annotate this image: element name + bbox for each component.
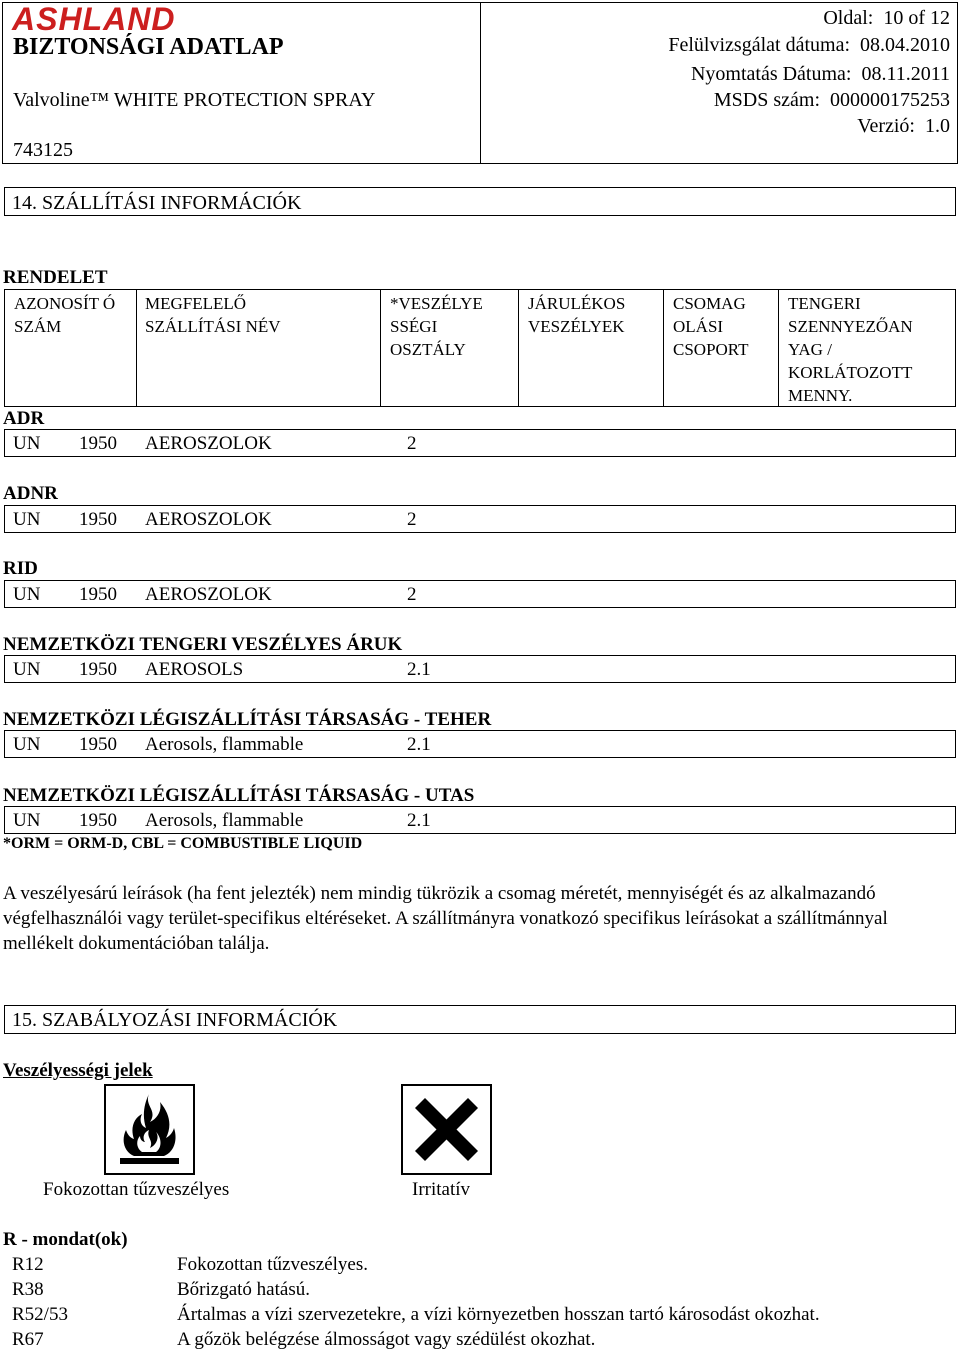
transport-row [4,429,956,457]
shipping-name: Aerosols, flammable [145,810,304,831]
hazard-symbols-heading: Veszélyességi jelek [3,1060,153,1081]
r-phrase-text: Fokozottan tűzveszélyes. [177,1254,369,1275]
un-number: 1950 [79,509,117,530]
msds-number: MSDS szám: 000000175253 [713,89,950,111]
section-15-title: 15. SZABÁLYOZÁSI INFORMÁCIÓK [12,1009,338,1031]
col-divider [380,289,381,407]
un-prefix: UN [13,433,41,454]
regulation-label: RENDELET [3,267,108,288]
r-phrase-code: R12 [12,1254,44,1275]
product-name: Valvoline™ WHITE PROTECTION SPRAY [13,89,376,111]
hazard-class: 2.1 [407,810,431,831]
col-header-marine-pollutant: TENGERI SZENNYEZŐAN YAG / KORLÁTOZOTT MENNY. [788,294,913,405]
regulation-name: NEMZETKÖZI LÉGISZÁLLÍTÁSI TÁRSASÁG - UTAS [3,785,475,806]
doc-title: BIZTONSÁGI ADATLAP [13,34,284,60]
col-divider [136,289,137,407]
transport-row [4,730,956,758]
transport-row [4,806,956,834]
section-14-title: 14. SZÁLLÍTÁSI INFORMÁCIÓK [12,192,302,214]
shipping-name: Aerosols, flammable [145,734,304,755]
col-header-id: AZONOSÍT Ó SZÁM [14,294,116,336]
page-info: Oldal: 10 of 12 [823,7,950,29]
hazard-class: 2.1 [407,659,431,680]
transport-row [4,655,956,683]
un-number: 1950 [79,433,117,454]
un-prefix: UN [13,734,41,755]
print-date: Nyomtatás Dátuma: 08.11.2011 [690,63,950,85]
flame-hazard-icon [104,1084,195,1175]
transport-footnote: *ORM = ORM-D, CBL = COMBUSTIBLE LIQUID [3,835,363,852]
r-phrase-text: Ártalmas a vízi szervezetekre, a vízi környezetben hosszan tartó károsodást okozhat. [177,1304,820,1325]
symbol-label: Fokozottan tűzveszélyes [43,1179,230,1200]
col-header-shipping-name: MEGFELELŐ SZÁLLÍTÁSI NÉV [145,294,281,336]
col-divider [663,289,664,407]
cross-hazard-svg [403,1086,490,1173]
r-phrase-text: A gőzök belégzése álmosságot vagy szédülést okozhat. [177,1329,596,1350]
un-prefix: UN [13,659,41,680]
col-header-hazard-class: *VESZÉLYE SSÉGI OSZTÁLY [390,294,483,359]
un-number: 1950 [79,810,117,831]
un-prefix: UN [13,509,41,530]
regulation-name: NEMZETKÖZI TENGERI VESZÉLYES ÁRUK [3,634,403,655]
product-code: 743125 [13,139,73,161]
transport-disclaimer: A veszélyesárú leírások (ha fent jelezték) nem mindig tükrözik a csomag méretét, mennyiségét és az alkalmazandó végfelhasználói vagy terület-specifikus eltéréseket. A szállítmányra vonatkozó specifikus leírásokat a szállítmánnyal mellékelt dokumentációban találja. [3,883,888,954]
transport-row [4,580,956,608]
r-phrase-code: R52/53 [12,1304,68,1325]
hazard-class: 2.1 [407,734,431,755]
hazard-class: 2 [407,433,417,454]
r-phrase-code: R38 [12,1279,44,1300]
r-phrase-text: Bőrizgató hatású. [177,1279,310,1300]
un-number: 1950 [79,659,117,680]
col-header-subsidiary-hazards: JÁRULÉKOS VESZÉLYEK [528,294,626,336]
transport-row [4,505,956,533]
r-phrases-heading: R - mondat(ok) [3,1229,128,1250]
ashland-logo: ASHLAND [12,1,176,37]
un-number: 1950 [79,734,117,755]
flame-hazard-svg [106,1086,193,1173]
header-divider [480,2,481,164]
regulation-name: ADNR [3,483,58,504]
cross-hazard-icon [401,1084,492,1175]
hazard-class: 2 [407,584,417,605]
shipping-name: AEROSOLS [145,659,244,680]
hazard-class: 2 [407,509,417,530]
shipping-name: AEROSZOLOK [145,433,272,454]
regulation-name: NEMZETKÖZI LÉGISZÁLLÍTÁSI TÁRSASÁG - TEHER [3,709,492,730]
regulation-name: ADR [3,408,45,429]
un-number: 1950 [79,584,117,605]
version: Verzió: 1.0 [857,115,950,137]
regulation-name: RID [3,558,38,579]
symbol-label: Irritatív [412,1179,471,1200]
col-divider [778,289,779,407]
shipping-name: AEROSZOLOK [145,584,272,605]
col-divider [518,289,519,407]
col-header-packing-group: CSOMAG OLÁSI CSOPORT [673,294,749,359]
revision-date: Felülvizsgálat dátuma: 08.04.2010 [668,34,950,56]
r-phrase-code: R67 [12,1329,44,1350]
un-prefix: UN [13,584,41,605]
shipping-name: AEROSZOLOK [145,509,272,530]
un-prefix: UN [13,810,41,831]
